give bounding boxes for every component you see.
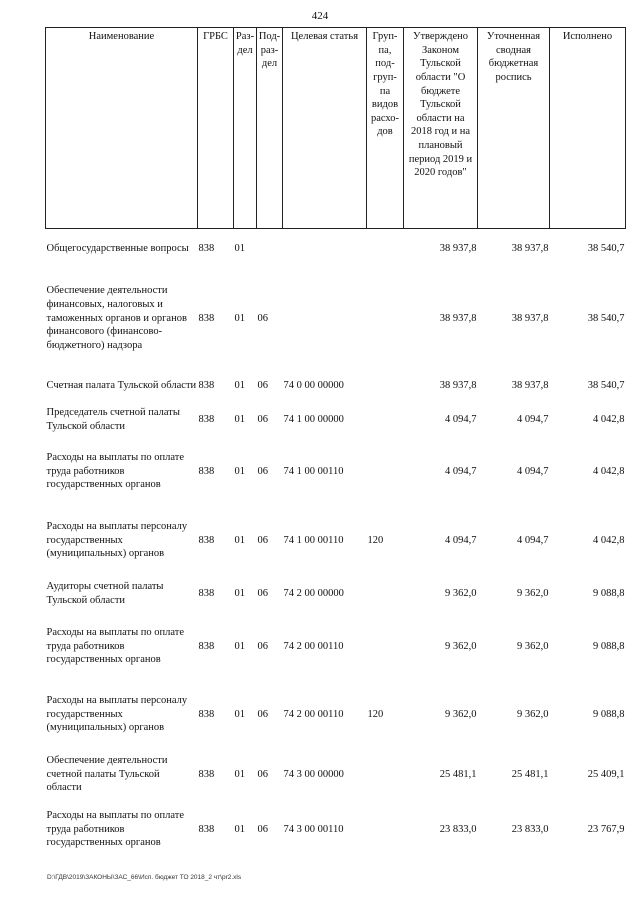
row-refined: 38 937,8	[511, 312, 549, 324]
row-grbs: 838	[198, 823, 215, 835]
row-razdel: 01	[234, 534, 245, 546]
row-podrazdel: 06	[257, 823, 268, 835]
row-group	[367, 229, 404, 269]
row-refined: 25 481,1	[511, 768, 549, 780]
row-podrazdel: 06	[257, 640, 268, 652]
row-target: 74 3 00 00110	[283, 823, 344, 835]
row-approved: 4 094,7	[445, 413, 477, 425]
row-razdel: 01	[234, 640, 245, 652]
page-number: 424	[311, 10, 329, 22]
row-podrazdel: 06	[257, 379, 268, 391]
table-row	[46, 403, 626, 437]
row-target: 74 2 00 00110	[283, 708, 344, 720]
row-refined: 9 362,0	[517, 708, 549, 720]
row-group	[367, 749, 404, 801]
row-podrazdel: 06	[257, 312, 268, 324]
row-name: Расходы на выплаты по оплате труда работников государственных органов	[46, 627, 185, 666]
row-refined: 38 937,8	[511, 242, 549, 254]
row-group	[367, 801, 404, 859]
col-header-razdel: Раз-дел	[234, 28, 257, 229]
row-razdel: 01	[234, 465, 245, 477]
row-target: 74 2 00 00000	[283, 587, 344, 599]
row-group: 120	[367, 534, 384, 546]
row-group: 120	[367, 708, 384, 720]
row-razdel: 01	[234, 312, 245, 324]
row-approved: 25 481,1	[439, 768, 477, 780]
table-row	[46, 507, 626, 575]
row-name: Обеспечение деятельности счетной палаты Тульской области	[46, 755, 168, 794]
row-approved: 9 362,0	[445, 640, 477, 652]
row-refined: 23 833,0	[511, 823, 549, 835]
row-podrazdel: 06	[257, 768, 268, 780]
table-row	[46, 269, 626, 369]
table-row	[46, 437, 626, 507]
row-executed: 38 540,7	[587, 379, 625, 391]
row-grbs: 838	[198, 413, 215, 425]
row-name: Общегосударственные вопросы	[46, 242, 189, 254]
row-approved: 23 833,0	[439, 823, 477, 835]
table-row	[46, 613, 626, 681]
header-row	[46, 28, 626, 229]
col-header-name: Наименование	[46, 28, 198, 229]
row-group	[367, 403, 404, 437]
row-executed: 9 088,8	[593, 587, 625, 599]
row-refined: 9 362,0	[517, 587, 549, 599]
row-podrazdel: 06	[257, 413, 268, 425]
table-row	[46, 681, 626, 749]
row-approved: 9 362,0	[445, 587, 477, 599]
row-name: Счетная палата Тульской области	[46, 379, 197, 391]
row-podrazdel	[257, 229, 283, 269]
row-target: 74 2 00 00110	[283, 640, 344, 652]
row-grbs: 838	[198, 708, 215, 720]
row-refined: 4 094,7	[517, 534, 549, 546]
col-header-target: Целевая статья	[283, 28, 367, 229]
row-grbs: 838	[198, 465, 215, 477]
row-target: 74 1 00 00110	[283, 534, 344, 546]
col-header-approved: Утверждено Законом Тульской области "О бюджете Тульской области на 2018 год и на плановый период 2019 и 2020 годов"	[404, 28, 478, 229]
row-executed: 4 042,8	[593, 413, 625, 425]
row-name: Расходы на выплаты по оплате труда работников государственных органов	[46, 810, 185, 849]
col-header-grbs: ГРБС	[198, 28, 234, 229]
row-refined: 4 094,7	[517, 413, 549, 425]
table-row	[46, 801, 626, 859]
row-target: 74 3 00 00000	[283, 768, 344, 780]
row-razdel: 01	[234, 823, 245, 835]
row-grbs: 838	[198, 379, 215, 391]
row-approved: 4 094,7	[445, 534, 477, 546]
row-razdel: 01	[234, 242, 245, 254]
row-executed: 4 042,8	[593, 465, 625, 477]
row-refined: 38 937,8	[511, 379, 549, 391]
row-refined: 9 362,0	[517, 640, 549, 652]
row-razdel: 01	[234, 413, 245, 425]
row-target	[283, 269, 367, 369]
row-name: Председатель счетной палаты Тульской области	[46, 406, 180, 432]
row-name: Аудиторы счетной палаты Тульской области	[46, 580, 164, 606]
row-name: Расходы на выплаты персоналу государственных (муниципальных) органов	[46, 695, 188, 734]
row-target: 74 0 00 00000	[283, 379, 344, 391]
row-grbs: 838	[198, 312, 215, 324]
row-grbs: 838	[198, 242, 215, 254]
row-approved: 4 094,7	[445, 465, 477, 477]
row-group	[367, 269, 404, 369]
row-executed: 23 767,9	[587, 823, 625, 835]
row-name: Расходы на выплаты по оплате труда работников государственных органов	[46, 452, 185, 491]
row-podrazdel: 06	[257, 708, 268, 720]
row-approved: 38 937,8	[439, 312, 477, 324]
row-grbs: 838	[198, 587, 215, 599]
row-group	[367, 575, 404, 613]
row-razdel: 01	[234, 768, 245, 780]
row-executed: 4 042,8	[593, 534, 625, 546]
row-grbs: 838	[198, 768, 215, 780]
row-refined: 4 094,7	[517, 465, 549, 477]
table-row	[46, 749, 626, 801]
row-podrazdel: 06	[257, 465, 268, 477]
row-executed: 9 088,8	[593, 708, 625, 720]
row-name: Расходы на выплаты персоналу государственных (муниципальных) органов	[46, 521, 188, 560]
row-target	[283, 229, 367, 269]
row-executed: 38 540,7	[587, 312, 625, 324]
row-target: 74 1 00 00110	[283, 465, 344, 477]
col-header-executed: Исполнено	[550, 28, 626, 229]
col-header-refined: Уточненная сводная бюджетная роспись	[478, 28, 550, 229]
row-razdel: 01	[234, 587, 245, 599]
file-path-footer: D:\ГДВ\2019\ЗАКОНЫ\ЗАС_66\Исп. бюджет ТО 2018_2 чт\pr2.xls	[47, 874, 242, 881]
table-row	[46, 369, 626, 403]
row-group	[367, 369, 404, 403]
table-row	[46, 575, 626, 613]
row-grbs: 838	[198, 534, 215, 546]
row-podrazdel: 06	[257, 534, 268, 546]
row-razdel: 01	[234, 708, 245, 720]
row-grbs: 838	[198, 640, 215, 652]
row-approved: 9 362,0	[445, 708, 477, 720]
table-row	[46, 229, 626, 269]
row-group	[367, 437, 404, 507]
row-podrazdel: 06	[257, 587, 268, 599]
row-name: Обеспечение деятельности финансовых, налоговых и таможенных органов и органов финансового (финансово-бюджетного) надзора	[46, 285, 187, 351]
row-approved: 38 937,8	[439, 379, 477, 391]
row-approved: 38 937,8	[439, 242, 477, 254]
row-group	[367, 613, 404, 681]
row-executed: 38 540,7	[587, 242, 625, 254]
col-header-podrazdel: Под-раз-дел	[257, 28, 283, 229]
row-executed: 9 088,8	[593, 640, 625, 652]
budget-table	[45, 27, 626, 859]
row-executed: 25 409,1	[587, 768, 625, 780]
row-target: 74 1 00 00000	[283, 413, 344, 425]
row-razdel: 01	[234, 379, 245, 391]
col-header-group: Груп-па, под-груп-па видов расхо-дов	[367, 28, 404, 229]
